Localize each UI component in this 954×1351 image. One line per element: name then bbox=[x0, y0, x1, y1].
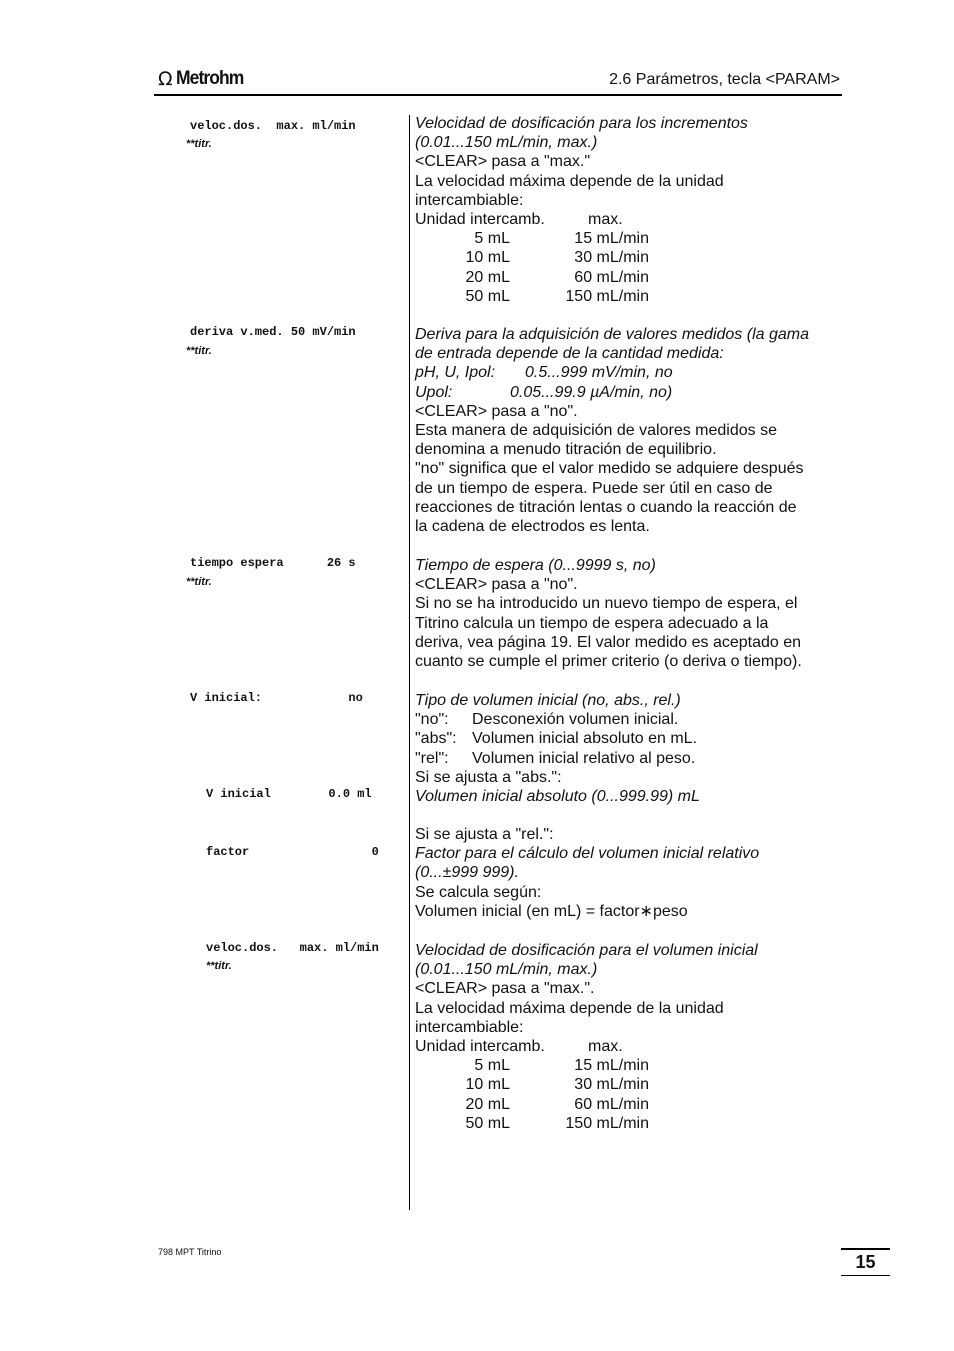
desc-line: La velocidad máxima depende de la unidad bbox=[415, 999, 724, 1017]
desc-line: de un tiempo de espera. Puede ser útil en caso de bbox=[415, 479, 773, 497]
param-titr-tag: **titr. bbox=[186, 576, 212, 588]
table-header-unit: Unidad intercamb. bbox=[415, 1038, 545, 1056]
table-cell-max: 15 mL/min bbox=[574, 1057, 649, 1075]
param-code-factor: factor 0 bbox=[206, 845, 379, 859]
desc-line: reacciones de titración lentas o cuando la reacción de bbox=[415, 498, 797, 516]
omega-icon: Ω bbox=[158, 68, 173, 90]
desc-line: intercambiable: bbox=[415, 1018, 524, 1036]
range-label: Upol: bbox=[415, 383, 453, 401]
desc-veloc-dos-inicial bbox=[415, 941, 845, 1133]
desc-line bbox=[415, 383, 845, 402]
option-desc: Desconexión volumen inicial. bbox=[472, 711, 679, 729]
desc-line: (0...±999 999). bbox=[415, 864, 519, 882]
table-header-unit: Unidad intercamb. bbox=[415, 211, 545, 229]
table-row bbox=[415, 268, 845, 287]
desc-line: Volumen inicial absoluto (0...999.99) mL bbox=[415, 787, 700, 805]
table-row bbox=[415, 1095, 845, 1114]
desc-line: Volumen inicial (en mL) = factor∗peso bbox=[415, 902, 688, 920]
table-cell-max: 60 mL/min bbox=[574, 1095, 649, 1113]
table-cell-max: 30 mL/min bbox=[574, 249, 649, 267]
page-number-rule bbox=[841, 1248, 890, 1250]
table-row bbox=[415, 1114, 845, 1133]
table-cell-max: 150 mL/min bbox=[565, 1114, 649, 1132]
desc-line: Tiempo de espera (0...9999 s, no) bbox=[415, 557, 656, 574]
table-cell-unit: 10 mL bbox=[465, 249, 510, 267]
desc-factor bbox=[415, 825, 845, 921]
table-cell-max: 60 mL/min bbox=[574, 268, 649, 286]
desc-line: La velocidad máxima depende de la unidad bbox=[415, 172, 724, 190]
param-titr-tag: **titr. bbox=[186, 345, 212, 357]
table-header bbox=[415, 1037, 845, 1056]
option-row bbox=[415, 749, 845, 768]
desc-veloc-dos bbox=[415, 114, 845, 306]
table-cell-unit: 50 mL bbox=[465, 1114, 510, 1132]
column-divider bbox=[409, 115, 410, 1210]
option-key: "abs": bbox=[415, 730, 457, 748]
desc-line: Factor para el cálculo del volumen inicial relativo bbox=[415, 845, 760, 863]
param-titr-tag: **titr. bbox=[206, 960, 232, 972]
table-row bbox=[415, 287, 845, 306]
range-value: 0.05...99.9 µA/min, no) bbox=[510, 383, 673, 401]
table-header-max: max. bbox=[588, 211, 623, 229]
option-row bbox=[415, 710, 845, 729]
option-key: "no": bbox=[415, 711, 449, 729]
desc-line: intercambiable: bbox=[415, 191, 524, 209]
footer-doc-name: 798 MPT Titrino bbox=[158, 1247, 222, 1257]
option-key: "rel": bbox=[415, 749, 449, 767]
metrohm-logo bbox=[158, 68, 249, 90]
table-cell-max: 30 mL/min bbox=[574, 1076, 649, 1094]
desc-line: (0.01...150 mL/min, max.) bbox=[415, 961, 598, 979]
table-cell-unit: 5 mL bbox=[474, 230, 510, 248]
brand-name: Metrohm bbox=[175, 68, 243, 89]
header-rule bbox=[154, 94, 842, 96]
table-cell-max: 150 mL/min bbox=[565, 287, 649, 305]
table-header bbox=[415, 210, 845, 229]
table-row bbox=[415, 248, 845, 267]
desc-line: Si se ajusta a "rel.": bbox=[415, 826, 554, 843]
desc-line: cuanto se cumple el primer criterio (o deriva o tiempo). bbox=[415, 653, 802, 671]
table-cell-unit: 5 mL bbox=[474, 1057, 510, 1075]
param-code-v-inicial-type: V inicial: no bbox=[190, 691, 363, 705]
param-code-tiempo-espera: tiempo espera 26 s bbox=[190, 556, 356, 570]
desc-deriva bbox=[415, 325, 845, 536]
range-label: pH, U, Ipol: bbox=[415, 364, 496, 382]
param-code-veloc-dos: veloc.dos. max. ml/min bbox=[190, 119, 356, 133]
desc-line: Titrino calcula un tiempo de espera adecuado a la bbox=[415, 614, 769, 632]
desc-line: denomina a menudo titración de equilibrio. bbox=[415, 441, 717, 459]
desc-line: <CLEAR> pasa a "no". bbox=[415, 402, 578, 420]
desc-line: deriva, vea página 19. El valor medido es aceptado en bbox=[415, 633, 802, 651]
table-row bbox=[415, 229, 845, 248]
desc-v-inicial bbox=[415, 691, 845, 806]
page-number: 15 bbox=[855, 1252, 876, 1272]
table-cell-max: 15 mL/min bbox=[574, 230, 649, 248]
param-code-v-inicial: V inicial 0.0 ml bbox=[206, 787, 372, 801]
desc-line: de entrada depende de la cantidad medida: bbox=[415, 345, 724, 363]
desc-line: la cadena de electrodos es lenta. bbox=[415, 518, 650, 535]
option-row bbox=[415, 729, 845, 748]
table-row bbox=[415, 1075, 845, 1094]
table-cell-unit: 50 mL bbox=[465, 287, 510, 305]
param-code-deriva: deriva v.med. 50 mV/min bbox=[190, 325, 356, 339]
option-desc: Volumen inicial absoluto en mL. bbox=[472, 730, 698, 748]
option-desc: Volumen inicial relativo al peso. bbox=[472, 749, 696, 767]
param-titr-tag: **titr. bbox=[186, 138, 212, 150]
desc-line: Velocidad de dosificación para el volumen inicial bbox=[415, 942, 758, 959]
desc-line: Esta manera de adquisición de valores medidos se bbox=[415, 421, 777, 439]
param-code-veloc-dos-inicial: veloc.dos. max. ml/min bbox=[206, 941, 379, 955]
desc-line: Tipo de volumen inicial (no, abs., rel.) bbox=[415, 692, 681, 709]
desc-line bbox=[415, 363, 845, 382]
range-value: 0.5...999 mV/min, no bbox=[525, 364, 673, 382]
table-cell-unit: 20 mL bbox=[465, 268, 510, 286]
desc-line: Se calcula según: bbox=[415, 883, 542, 901]
desc-line: Si no se ha introducido un nuevo tiempo de espera, el bbox=[415, 595, 798, 613]
page-number-underline bbox=[841, 1275, 890, 1276]
desc-line: (0.01...150 mL/min, max.) bbox=[415, 134, 598, 152]
desc-line: "no" significa que el valor medido se adquiere después bbox=[415, 460, 804, 478]
table-cell-unit: 20 mL bbox=[465, 1095, 510, 1113]
desc-line: <CLEAR> pasa a "no". bbox=[415, 576, 578, 594]
desc-line: Velocidad de dosificación para los incrementos bbox=[415, 115, 748, 132]
desc-line: Deriva para la adquisición de valores medidos (la gama bbox=[415, 326, 809, 343]
desc-line: Si se ajusta a "abs.": bbox=[415, 768, 562, 786]
desc-line: <CLEAR> pasa a "max.". bbox=[415, 980, 595, 998]
table-header-max: max. bbox=[588, 1038, 623, 1056]
desc-tiempo-espera bbox=[415, 556, 845, 671]
desc-line: <CLEAR> pasa a "max." bbox=[415, 153, 590, 171]
table-row bbox=[415, 1056, 845, 1075]
table-cell-unit: 10 mL bbox=[465, 1076, 510, 1094]
section-title: 2.6 Parámetros, tecla <PARAM> bbox=[609, 71, 840, 88]
